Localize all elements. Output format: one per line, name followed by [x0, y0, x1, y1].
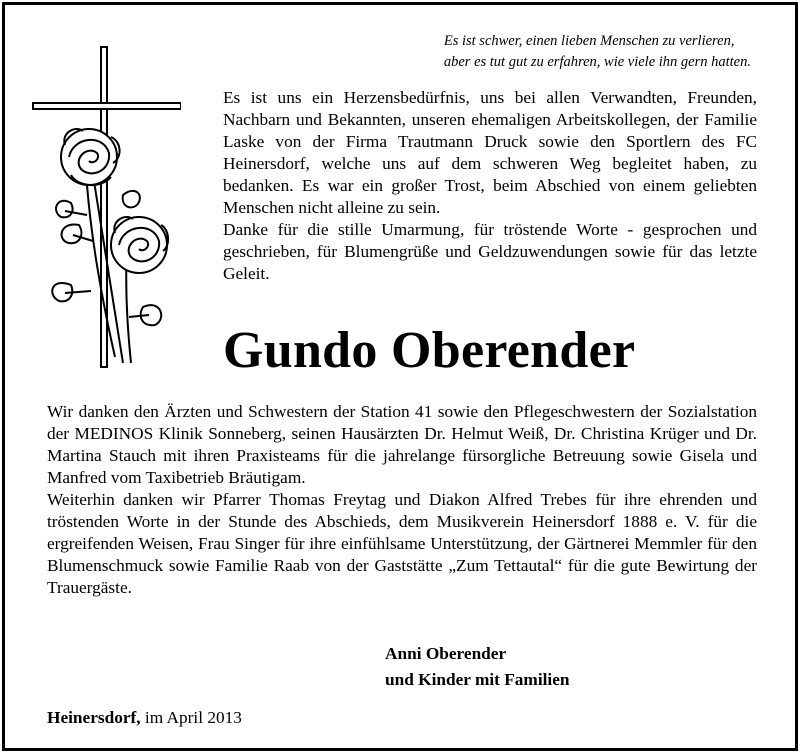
intro-paragraph-2: Danke für die stille Umarmung, für tröstende Worte - gesprochen und geschrieben, für Blumengrüße und Geldzuwendungen sowie für das letzte Geleit.: [223, 220, 757, 283]
quote-line-2: aber es tut gut zu erfahren, wie viele ihn gern hatten.: [443, 54, 751, 70]
thanks-paragraph-1: Wir danken den Ärzten und Schwestern der Station 41 sowie den Pflegeschwestern der Sozialstation der MEDINOS Klinik Sonneberg, seinen Hausärzten Dr. Helmut Weiß, Dr. Christina Krüger und Dr. Martina Stauch mit ihren Praxisteams für die jahrelange fürsorgliche Betreuung sowie Gisela und Manfred vom Taxibetrieb Bräutigam.: [47, 402, 757, 487]
signature-line-1: Anni Oberender: [385, 644, 507, 663]
thanks-text: [47, 401, 757, 599]
place-date: im April 2013: [144, 708, 242, 727]
place-and-date: [47, 707, 242, 729]
signature: [385, 641, 570, 693]
intro-paragraph-1: Es ist uns ein Herzensbedürfnis, uns bei allen Verwandten, Freunden, Nachbarn und Bekannten, unseren ehemaligen Arbeitskollegen, der Familie Laske von der Firma Trautmann Druck sowie den Sportlern des FC Heinersdorf, welche uns auf dem schweren Weg begleitet haben, zu bedanken. Es war ein großer Trost, beim Abschied von einem geliebten Menschen nicht alleine zu sein.: [223, 88, 757, 217]
thanks-paragraph-2: Weiterhin danken wir Pfarrer Thomas Freytag und Diakon Alfred Trebes für ihre ehrenden und tröstenden Worte in der Stunde des Abschieds, dem Musikverein Heinersdorf 1888 e. V. für die ergreifenden Weisen, Frau Singer für ihre einfühlsame Unterstützung, der Gärtnerei Memmler für den Blumenschmuck sowie Familie Raab von der Gaststätte „Zum Tettautal“ für die gute Bewirtung der Trauergäste.: [47, 490, 757, 597]
quote-line-1: Es ist schwer, einen lieben Menschen zu verlieren,: [443, 33, 735, 49]
cross-with-roses-icon: [31, 45, 181, 375]
place-town: Heinersdorf,: [47, 708, 141, 727]
obituary-notice: [2, 2, 798, 751]
signature-line-2: und Kinder mit Familien: [385, 670, 570, 689]
intro-text: [223, 87, 757, 285]
epigraph-quote: [444, 31, 751, 73]
deceased-name: Gundo Oberender: [223, 322, 636, 379]
